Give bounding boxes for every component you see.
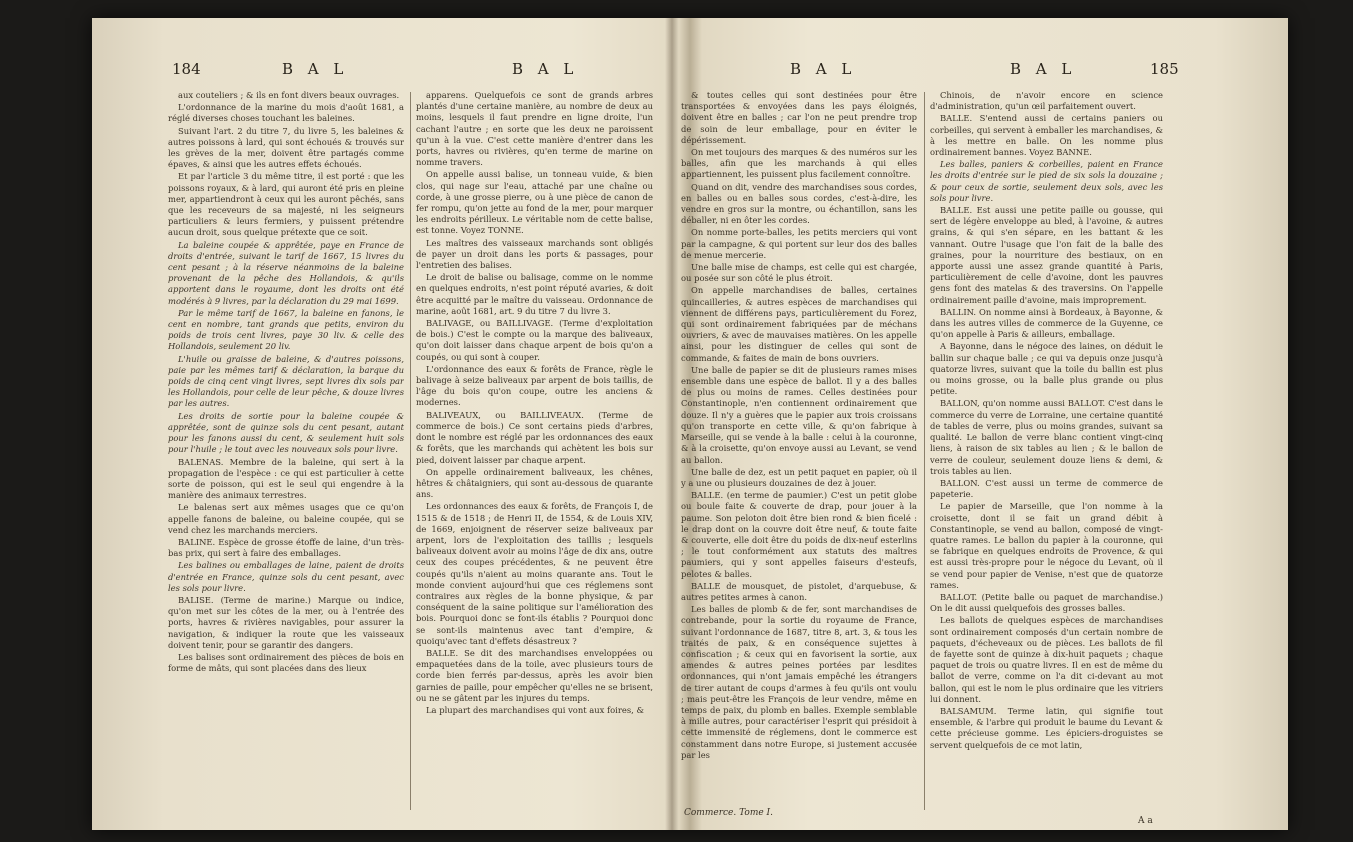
entry-balsamum: BALSAMUM. Terme latin, qui signifie tout ensemble, & l'arbre qui produit le baume du Levant & cette précieuse gomme. Les épiciers-droguistes se servent quelquefois de ce mot latin, bbox=[930, 705, 1163, 750]
paragraph: Une balle mise de champs, est celle qui est chargée, ou posée sur son côté le plus étroit. bbox=[681, 262, 917, 284]
right-page-number: 185 bbox=[1150, 60, 1179, 78]
entry-balle-mousquet: BALLE de mousquet, de pistolet, d'arquebuse, & autres petites armes à canon. bbox=[681, 580, 917, 602]
paragraph: L'ordonnance des eaux & forêts de France, règle le balivage à seize baliveaux par arpent de bois taillis, de l'âge du bois qu'on coupe, outre les anciens & modernes. bbox=[416, 363, 653, 408]
paragraph: A Bayonne, dans le négoce des laines, on déduit le ballin sur chaque balle ; ce qui va depuis onze jusqu'à quatorze livres, suivant que la toile du ballin est plus ou moins grosse, ou la balle plus grande ou plus petite. bbox=[930, 341, 1163, 397]
paragraph: La plupart des marchandises qui vont aux foires, & bbox=[426, 704, 644, 715]
paragraph: & toutes celles qui sont destinées pour être transportées & envoyées dans les pays éloignés, doivent être en balles ; car l'on ne peut prendre trop de soin de leur emballage, pour en éviter le dépérissement. bbox=[681, 90, 917, 145]
paragraph: La baleine coupée & apprêtée, paye en France de droits d'entrée, suivant le tarif de 1667, 15 livres du cent pesant ; à la réserve néanmoins de la baleine provenant de la pêche des Hollandois, & qu'ils apportent dans le royaume, dont les droits ont été modérés à 9 livres, par la déclaration du 29 mai 1699. bbox=[168, 239, 404, 306]
paragraph: Le balenas sert aux mêmes usages que ce qu'on appelle fanons de baleine, ou baleine coupée, qui se vend chez les marchands merciers. bbox=[168, 502, 404, 535]
right-running-head-1: B A L bbox=[790, 60, 857, 78]
paragraph: Une balle de dez, est un petit paquet en papier, où il y a une ou plusieurs douzaines de dez à jouer. bbox=[681, 466, 917, 488]
paragraph: Par le même tarif de 1667, la baleine en fanons, le cent en nombre, tant grands que petits, environ du poids de trois cent livres, paye 30 liv. & celle des Hollandois, seulement 20 liv. bbox=[168, 307, 404, 352]
paragraph: Et par l'article 3 du même titre, il est porté : que les poissons royaux, & à lard, qui auront été pris en pleine mer, appartiendront à ceux qui les auront pêchés, sans que les receveurs de sa majesté, ni les seigneurs particuliers & leurs fermiers, y puissent prétendre aucun droit, sous quelque prétexte que ce soit. bbox=[168, 171, 404, 238]
entry-balivage: BALIVAGE, ou BAILLIVAGE. (Terme d'exploitation de bois.) C'est le compte ou la marque des baliveaux, qu'on doit laisser dans chaque arpent de bois qu'on a coupés, ou qui sont à couper. bbox=[416, 318, 653, 362]
entry-ballin: BALLIN. On nomme ainsi à Bordeaux, à Bayonne, & dans les autres villes de commerce de la Guyenne, ce qu'on appelle à Paris & ailleurs, emballage. bbox=[930, 306, 1163, 340]
paragraph: On appelle marchandises de balles, certaines quincailleries, & autres espèces de marchandises qui viennent de différens pays, particulièrement du Forez, qui sont ordinairement fabriquées par de méchans ouvriers, & avec de mauvaises matières. On les appelle ainsi, pour les distinguer de celles qui sont de commande, & faites de main de bons ouvriers. bbox=[681, 285, 917, 363]
left-page-number: 184 bbox=[172, 60, 201, 78]
paragraph: Chinois, de n'avoir encore en science d'administration, qu'un œil parfaitement ouvert. bbox=[930, 90, 1163, 112]
paragraph: Quand on dit, vendre des marchandises sous cordes, en balles ou en balles sous cordes, c'est-à-dire, les vendre en gros sur la montre, ou échantillon, sans les déballer, ni en ôter les cordes. bbox=[681, 181, 917, 226]
paragraph: Les balles, paniers & corbeilles, paient en France les droits d'entrée sur le pied de six sols la douzaine ; & pour ceux de sortie, seulement deux sols, avec les sols pour livre. bbox=[930, 159, 1163, 203]
left-column-rule bbox=[410, 92, 411, 810]
left-running-head-2: B A L bbox=[512, 60, 579, 78]
entry-baline: BALINE. Espèce de grosse étoffe de laine, d'un très-bas prix, qui sert à faire des emballages. bbox=[168, 536, 404, 559]
paragraph: On met toujours des marques & des numéros sur les balles, afin que les marchands à qui elles appartiennent, les puissent plus facilement connoître. bbox=[681, 147, 917, 180]
book-gutter bbox=[665, 18, 679, 830]
right-column-rule bbox=[924, 92, 925, 810]
paragraph: Les ordonnances des eaux & forêts, de François I, de 1515 & de 1518 ; de Henri II, de 1554, & de Louis XIV, de 1669, enjoignent de réserver seize baliveaux par arpent, lors de l'exploitation des taillis ; lesquels baliveaux doivent avoir au moins l'âge de dix ans, outre ceux des coupes précédentes, & ne peuvent être coupés qu'ils n'aient au moins quarante ans. Tout le monde convient aujourd'hui que ces réglemens sont contraires aux règles de la bonne physique, & par conséquent de la saine politique sur l'amélioration des bois. Pourquoi donc se font-ils établis ? Pourquoi donc se sont-ils maintenus avec tant d'empire, & quoiqu'avec tant d'effets désastreux ? bbox=[416, 501, 653, 646]
paragraph: Les balles de plomb & de fer, sont marchandises de contrebande, pour la sortie du royaume de France, suivant l'ordonnance de 1687, titre 8, art. 3, & tous les traités de paix, & en conséquence sujettes à confiscation ; & ceux qui en favorisent la sortie, aux amendes & autres peines portées par lesdites ordonnances, qui n'ont jamais empêché les étrangers de tirer autant de coups d'armes à feu qu'ils ont voulu ; mais peut-être les François de leur vendre, même en temps de paix, du plomb en balles. Exemple semblable à mille autres, pour caractériser l'esprit qui présidoit à cette immensité de réglemens, dont le commerce est constamment dans notre Europe, si justement accusée par les bbox=[681, 604, 917, 760]
right-page-column-1 bbox=[681, 90, 917, 815]
paragraph: Une balle de papier se dit de plusieurs rames mises ensemble dans une espèce de ballot. Il y a des balles de plus ou moins de rames. Celles destinées pour Constantinople, n'en contiennent ordinairement que douze. Il n'y a guères que le papier aux trois croissans qu'on transporte en cette ville, & qu'on fabrique à Marseille, qui se vende à la balle : celui à la couronne, & à la croisette, qu'on envoye aussi au Levant, se vend au ballon. bbox=[681, 364, 917, 465]
paragraph: BALLON. C'est aussi un terme de commerce de papeterie. bbox=[930, 477, 1163, 500]
signature-mark: A a bbox=[1138, 816, 1153, 826]
entry-balise: BALISE. (Terme de marine.) Marque ou indice, qu'on met sur les côtes de la mer, ou à l'entrée des ports, havres & rivières navigables, pour assurer la navigation, & indiquer la route que les vaisseaux doivent tenir, pour se garantir des dangers. bbox=[168, 594, 404, 650]
paragraph: Les droits de sortie pour la baleine coupée & apprêtée, sont de quinze sols du cent pesant, autant pour les fanons aussi du cent, & seulement huit sols pour l'huile ; le tout avec les nouveaux sols pour livre. bbox=[168, 410, 404, 455]
left-page-column-2 bbox=[416, 90, 653, 815]
paragraph: Les balises sont ordinairement des pièces de bois en forme de mâts, qui sont placées dans des lieux bbox=[168, 651, 404, 674]
entry-ballot: BALLOT. (Petite balle ou paquet de marchandise.) On le dit aussi quelquefois des grosses balles. bbox=[930, 591, 1163, 614]
paragraph: Suivant l'art. 2 du titre 7, du livre 5, les baleines & autres poissons à lard, qui sont échoués & trouvés sur les grèves de la mer, doivent être partagés comme épaves, & ainsi que les autres effets échoués. bbox=[168, 125, 404, 170]
left-running-head-1: B A L bbox=[282, 60, 349, 78]
right-running-head-2: B A L bbox=[1010, 60, 1077, 78]
volume-footer: Commerce. Tome I. bbox=[684, 808, 773, 818]
entry-ballon: BALLON, qu'on nomme aussi BALLOT. C'est dans le commerce du verre de Lorraine, une certaine quantité de tables de verre, plus ou moins grandes, suivant sa qualité. Le ballon de verre blanc contient vingt-cinq liens, à raison de six tables au lien ; & le ballon de verre de couleur, seulement douze liens & demi, & trois tables au lien. bbox=[930, 398, 1163, 476]
paragraph: On appelle ordinairement baliveaux, les chênes, hêtres & châtaigniers, qui sont au-dessous de quarante ans. bbox=[416, 466, 653, 500]
paragraph: aux couteliers ; & ils en font divers beaux ouvrages. bbox=[178, 90, 400, 100]
paragraph: Le papier de Marseille, que l'on nomme à la croisette, dont il se fait un grand débit à Constantinople, se vend au ballon, composé de vingt-quatre rames. Le ballon du papier à la couronne, qui se fabrique en quelques endroits de Provence, & qui est aussi très-propre pour le négoce du Levant, où il se vend pour papier de Venise, n'est que de quatorze rames. bbox=[930, 501, 1163, 590]
entry-balenas: BALENAS. Membre de la baleine, qui sert à la propagation de l'espèce : ce qui est particulier à cette sorte de poisson, qui est le seul qui engendre à la manière des animaux terrestres. bbox=[168, 456, 404, 501]
entry-balle-paille: BALLE. Est aussi une petite paille ou gousse, qui sert de légère enveloppe au bled, à l'avoine, & autres grains, & qui s'en sépare, en les battant & les vannant. Outre l'usage que l'on fait de la balle des graines, pour la nourriture des bestiaux, on en apporte aussi une assez grande quantité à Paris, particulièrement de celle d'avoine, dont les pauvres gens font des matelas & des traversins. On l'appelle ordinairement paille d'avoine, mais improprement. bbox=[930, 205, 1163, 305]
right-page-column-2 bbox=[930, 90, 1163, 815]
paragraph: On nomme porte-balles, les petits merciers qui vont par la campagne, & qui portent sur leur dos des balles de menue mercerie. bbox=[681, 227, 917, 260]
paragraph: Le droit de balise ou balisage, comme on le nomme en quelques endroits, n'est point réputé avaries, & doit être acquitté par le maître du vaisseau. Ordonnance de marine, août 1681, art. 9 du titre 7 du livre 3. bbox=[416, 272, 653, 316]
entry-balle: BALLE. Se dit des marchandises enveloppées ou empaquetées dans de la toile, avec plusieurs tours de corde bien ferrés par-dessus, après les avoir bien garnies de paille, pour empêcher qu'elles ne se brisent, ou ne se gâtent par les injures du temps. bbox=[416, 647, 653, 703]
left-page-column-1 bbox=[168, 90, 404, 815]
paragraph: L'ordonnance de la marine du mois d'août 1681, a réglé diverses choses touchant les baleines. bbox=[168, 102, 404, 124]
entry-baliveaux: BALIVEAUX, ou BAILLIVEAUX. (Terme de commerce de bois.) Ce sont certains pieds d'arbres, dont le nombre est réglé par les ordonnances des eaux & forêts, que les marchands qui achètent les bois sur pied, doivent laisser par chaque arpent. bbox=[416, 409, 653, 465]
paragraph: L'huile ou graisse de baleine, & d'autres poissons, paie par les mêmes tarif & déclaration, la barque du poids de cinq cent vingt livres, sept livres dix sols par les Hollandois, pour celle de leur pêche, & douze livres par les autres. bbox=[168, 353, 404, 409]
paragraph: Les balines ou emballages de laine, paient de droits d'entrée en France, quinze sols du cent pesant, avec les sols pour livre. bbox=[168, 560, 404, 593]
paragraph: Les maîtres des vaisseaux marchands sont obligés de payer un droit dans les ports & passages, pour l'entretien des balises. bbox=[416, 237, 653, 271]
entry-balle-paumier: BALLE. (en terme de paumier.) C'est un petit globe ou boule faite & couverte de drap, pour jouer à la paume. Son peloton doit être bien rond & bien ficelé : le drap dont on la couvre doit être neuf, & toute faite & couverte, elle doit être du poids de dix-neuf esterlins ; le tout conformément aux statuts des maîtres paumiers, qui y sont appelles faiseurs d'esteufs, pelotes & balles. bbox=[681, 490, 917, 579]
paragraph: Les ballots de quelques espèces de marchandises sont ordinairement composés d'un certain nombre de paquets, d'écheveaux ou de pièces. Les ballots de fil de fayette sont de quinze à dix-huit paquets ; chaque paquet de trois ou quatre livres. Il en est de même du ballot de verre, comme on l'a dit ci-devant au mot ballon, qui est le nom le plus ordinaire que les vitriers lui donnent. bbox=[930, 615, 1163, 704]
paragraph: On appelle aussi balise, un tonneau vuide, & bien clos, qui nage sur l'eau, attaché par une chaîne ou corde, à une grosse pierre, ou à une pièce de canon de fer rompu, qu'on jette au fond de la mer, pour marquer les endroits périlleux. Le véritable nom de cette balise, est tonne. Voyez TONNE. bbox=[416, 169, 653, 236]
paragraph: apparens. Quelquefois ce sont de grands arbres plantés d'une certaine manière, au nombre de deux au moins, lesquels il faut prendre en ligne droite, l'un cachant l'autre ; en sorte que les deux ne paroissent qu'un à la vue. C'est cette manière d'entrer dans les ports, havres ou rivières, qu'en terme de marine on nomme travers. bbox=[416, 90, 653, 168]
entry-balle-paniers: BALLE. S'entend aussi de certains paniers ou corbeilles, qui servent à emballer les marchandises, & à les mettre en balle. On les nomme plus ordinairement bannes. Voyez BANNE. bbox=[930, 113, 1163, 158]
